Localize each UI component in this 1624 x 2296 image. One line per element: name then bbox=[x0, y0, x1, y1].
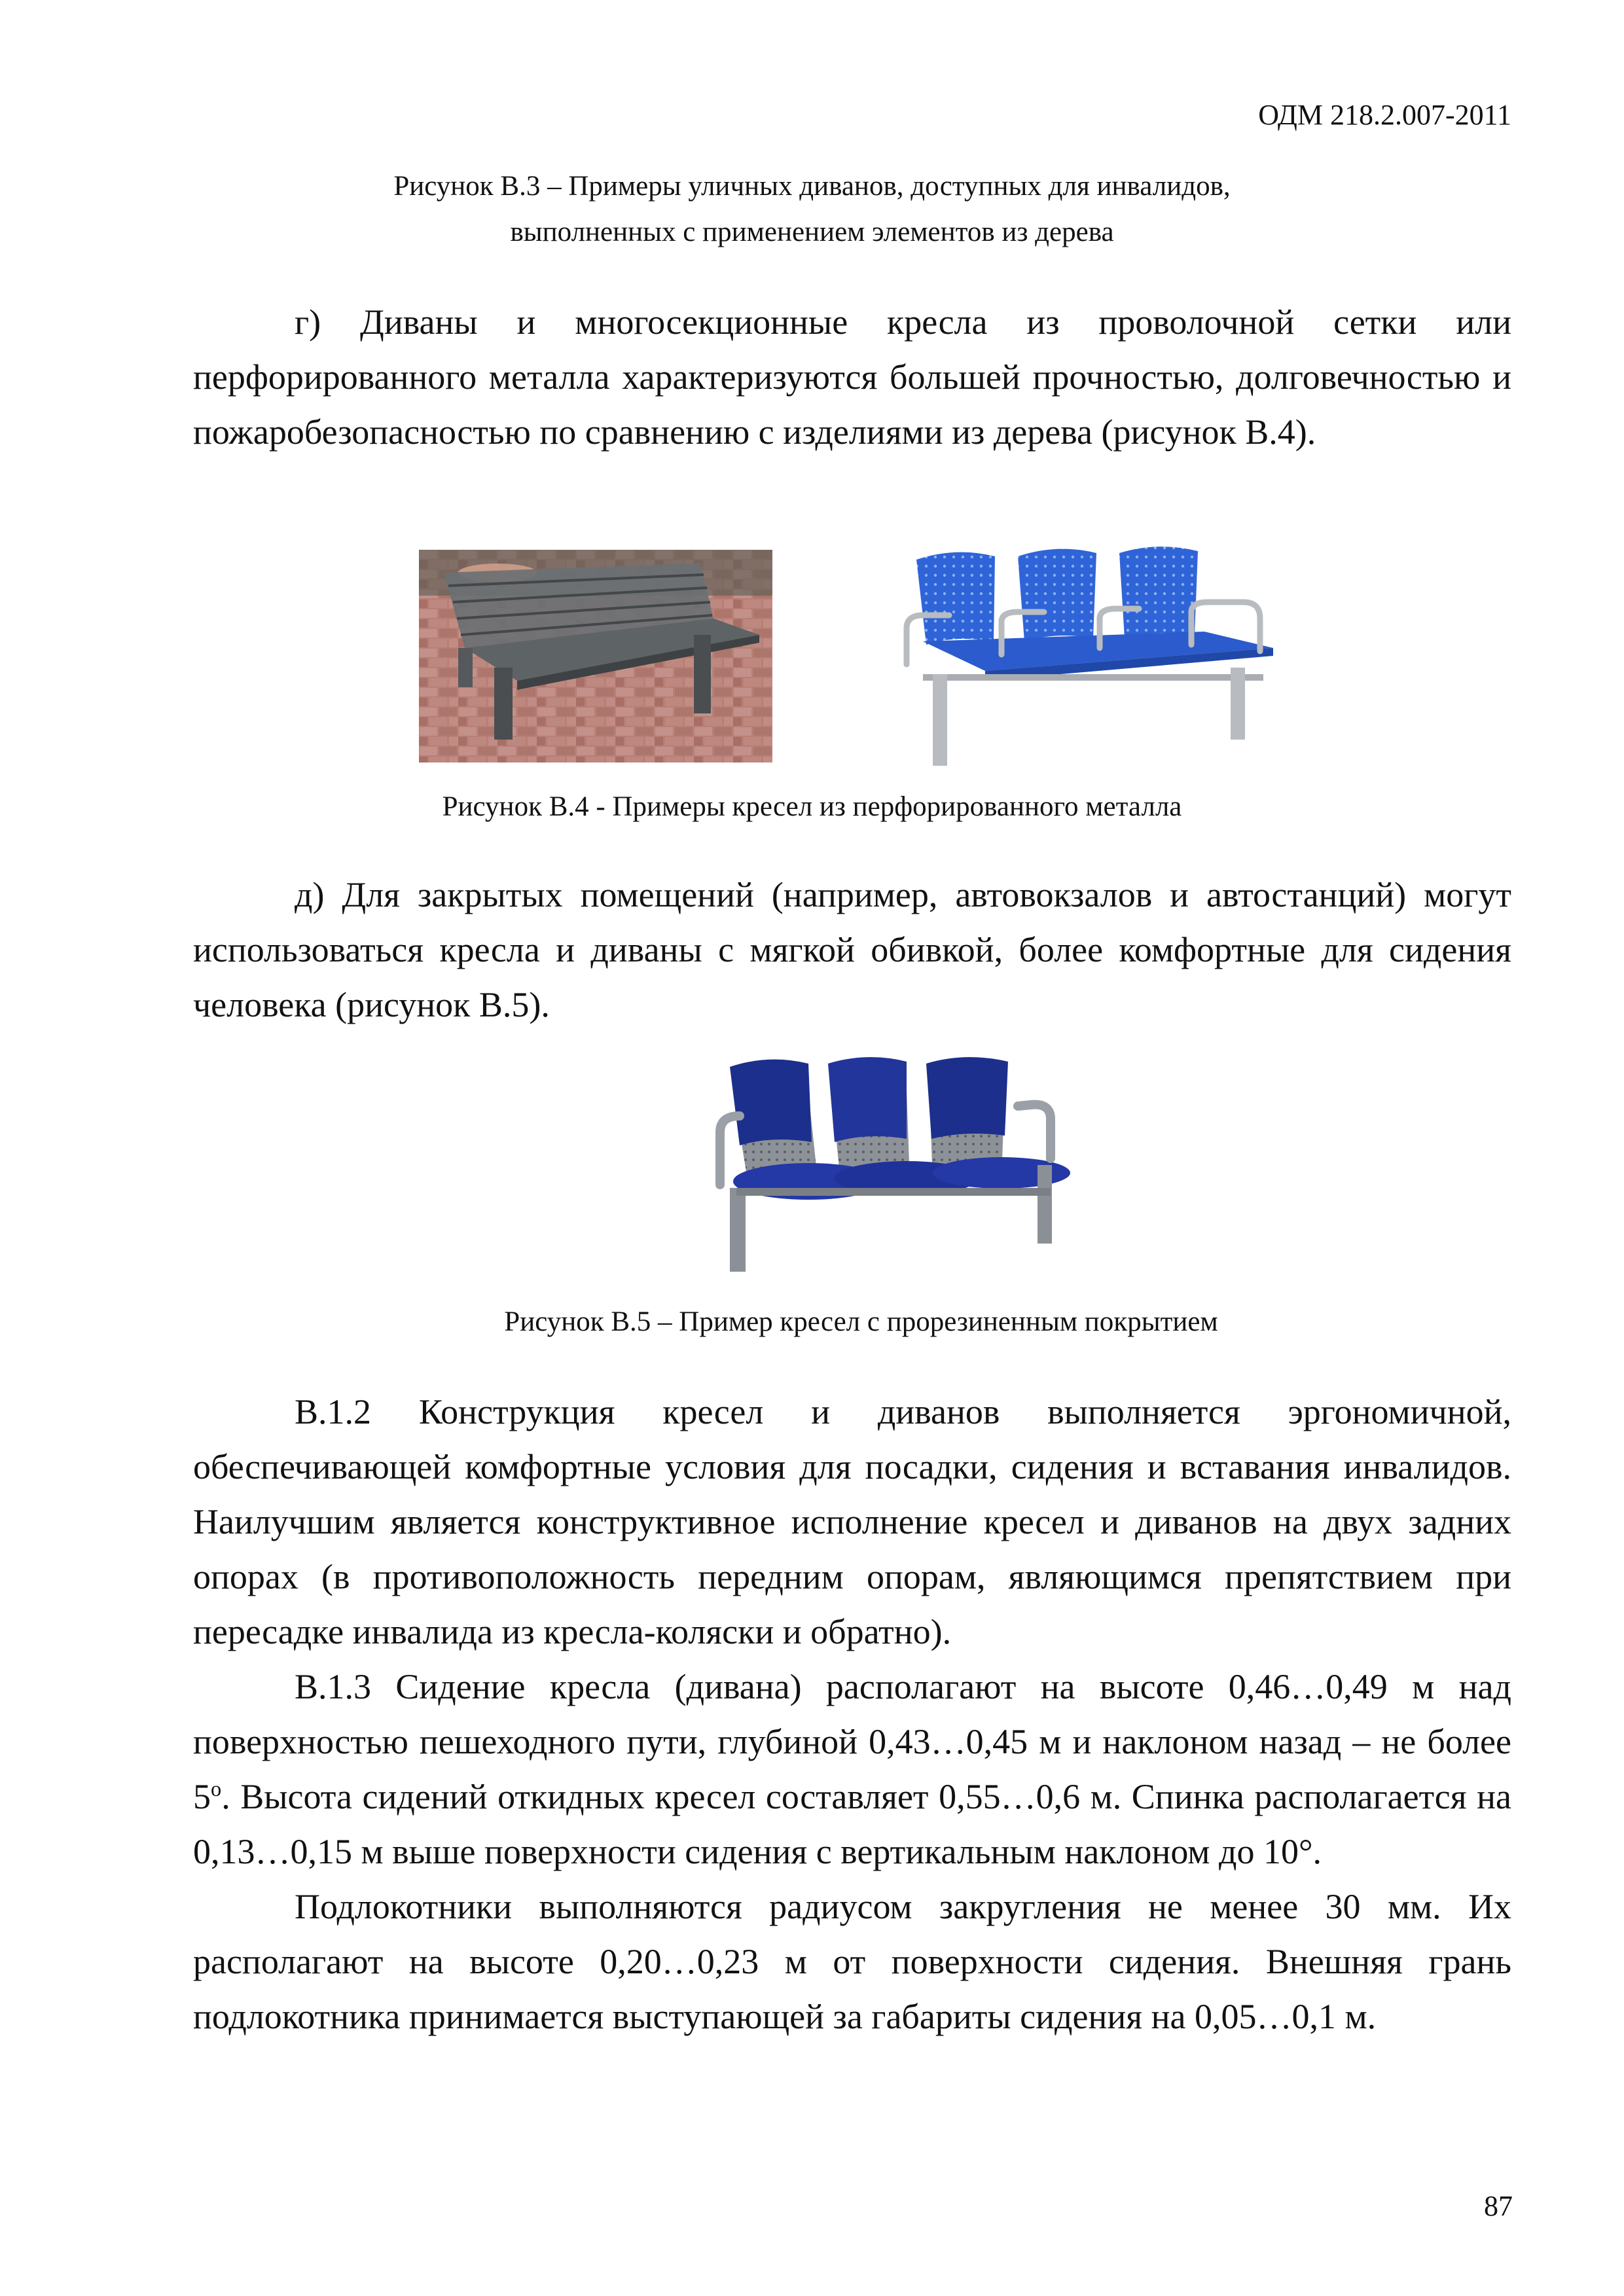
figure-b5-caption: Рисунок В.5 – Пример кресел с прорезиненным покрытием bbox=[504, 1306, 1218, 1337]
paragraph-g bbox=[193, 295, 1511, 459]
paragraph-d-text: д) Для закрытых помещений (например, автовокзалов и автостанций) могут использоваться кресла и диваны с мягкой обивкой, более комфортные для сидения человека (рисунок В.5). bbox=[193, 875, 1511, 1024]
figure-b3-caption bbox=[0, 164, 1624, 255]
degree-superscript: о bbox=[211, 1778, 222, 1801]
body-text bbox=[193, 1384, 1511, 2044]
perforated-bench-photo bbox=[419, 550, 772, 762]
paragraph-b13-part2: . Высота сидений откидных кресел составляет 0,55…0,6 м. Спинка располагается на 0,13…0,15 м выше поверхности сидения с вертикальным наклоном до 10°. bbox=[193, 1777, 1511, 1871]
paragraph-b13-part1: В.1.3 Сидение кресла (дивана) располагают на высоте 0,46…0,49 м над поверхностью пешеходного пути, глубиной 0,43…0,45 м и наклоном назад – не более 5 bbox=[193, 1667, 1511, 1816]
page-number: 87 bbox=[1484, 2190, 1513, 2222]
figure-b4-caption: Рисунок В.4 - Примеры кресел из перфорированного металла bbox=[442, 791, 1182, 822]
paragraph-b13 bbox=[193, 1659, 1511, 1879]
figure-b3-caption-line1: Рисунок В.3 – Примеры уличных диванов, доступных для инвалидов, bbox=[393, 171, 1231, 202]
document-id: ОДМ 218.2.007-2011 bbox=[1258, 99, 1511, 131]
paragraph-armrest: Подлокотники выполняются радиусом закругления не менее 30 мм. Их располагают на высоте 0,20…0,23 м от поверхности сидения. Внешняя грань подлокотника принимается выступающей за габариты сидения на 0,05…0,1 м. bbox=[193, 1887, 1511, 2036]
paragraph-g-text: г) Диваны и многосекционные кресла из проволочной сетки или перфорированного металла характеризуются большей прочностью, долговечностью и пожаробезопасностью по сравнению с изделиями из дерева (рисунок В.4). bbox=[193, 302, 1511, 452]
upholstered-chairs-photo bbox=[710, 1054, 1090, 1273]
figure-b3-caption-line2: выполненных с применением элементов из дерева bbox=[510, 217, 1114, 247]
paragraph-b12: В.1.2 Конструкция кресел и диванов выполняется эргономичной, обеспечивающей комфортные условия для посадки, сидения и вставания инвалидов. Наилучшим является конструктивное исполнение кресел и диванов на двух задних опорах (в противоположность передним опорам, являющимся препятствием при пересадке инвалида из кресла-коляски и обратно). bbox=[193, 1392, 1511, 1651]
paragraph-d bbox=[193, 867, 1511, 1032]
blue-perforated-chairs-photo bbox=[903, 543, 1296, 769]
